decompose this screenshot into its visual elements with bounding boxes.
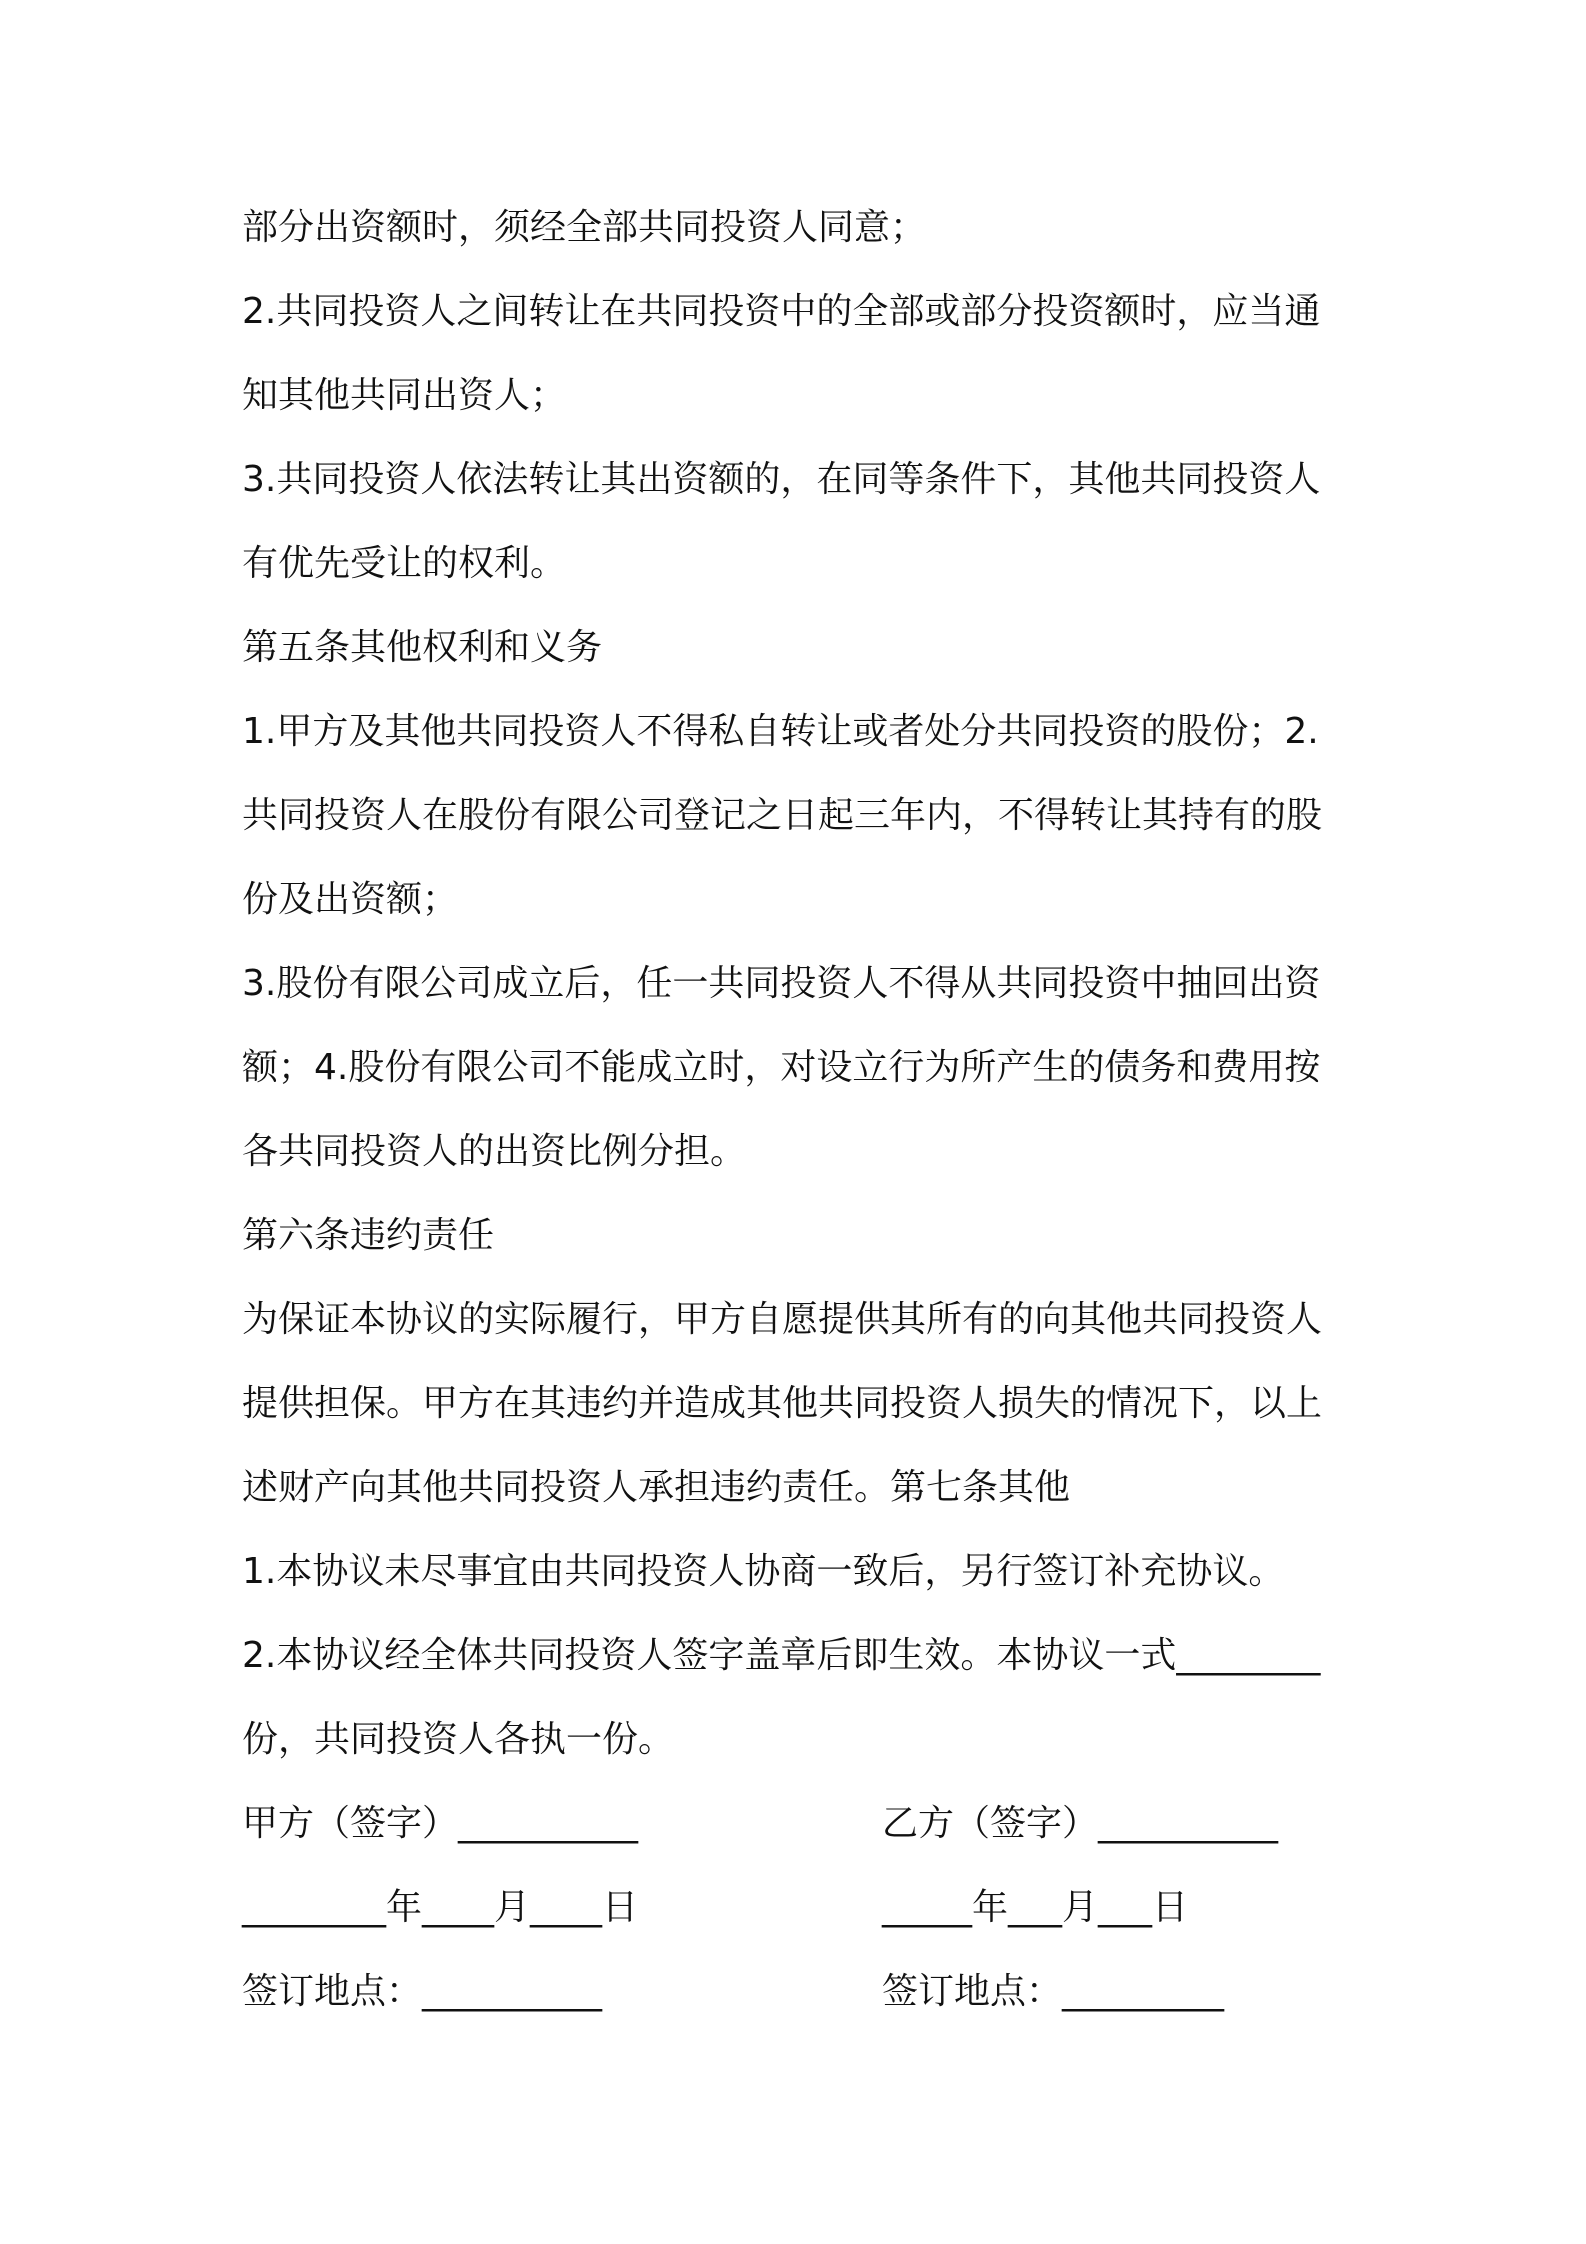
- party-a-date: ________年____月____日: [242, 1887, 638, 1928]
- party-b-signature: 乙方（签字）__________: [882, 1803, 1279, 1844]
- party-a-signature: 甲方（签字）__________: [242, 1803, 639, 1844]
- section-heading-article-6: 第六条违约责任: [242, 1215, 495, 1256]
- paragraph-line-18: 2.本协议经全体共同投资人签字盖章后即生效。本协议一式________: [242, 1635, 1321, 1676]
- paragraph-line-17: 1.本协议未尽事宜由共同投资人协商一致后，另行签订补充协议。: [242, 1551, 1285, 1592]
- paragraph-line-11: 额；4.股份有限公司不能成立时，对设立行为所产生的债务和费用按: [242, 1047, 1321, 1088]
- paragraph-line-2: 2.共同投资人之间转让在共同投资中的全部或部分投资额时，应当通: [242, 291, 1321, 332]
- paragraph-line-1: 部分出资额时，须经全部共同投资人同意；: [242, 207, 927, 248]
- paragraph-line-19: 份，共同投资人各执一份。: [242, 1719, 675, 1760]
- paragraph-line-7: 1.甲方及其他共同投资人不得私自转让或者处分共同投资的股份；2.: [242, 711, 1319, 752]
- party-b-signing-place: 签订地点：_________: [882, 1971, 1225, 2012]
- party-a-signing-place: 签订地点：__________: [242, 1971, 603, 2012]
- paragraph-line-10: 3.股份有限公司成立后，任一共同投资人不得从共同投资中抽回出资: [242, 963, 1321, 1004]
- paragraph-line-4: 3.共同投资人依法转让其出资额的，在同等条件下，其他共同投资人: [242, 459, 1321, 500]
- section-heading-article-5: 第五条其他权利和义务: [242, 627, 603, 668]
- party-b-date: _____年___月___日: [882, 1887, 1189, 1928]
- paragraph-line-3: 知其他共同出资人；: [242, 375, 567, 416]
- paragraph-line-14: 为保证本协议的实际履行，甲方自愿提供其所有的向其他共同投资人: [242, 1299, 1323, 1340]
- paragraph-line-15: 提供担保。甲方在其违约并造成其他共同投资人损失的情况下，以上: [242, 1383, 1323, 1424]
- paragraph-line-12: 各共同投资人的出资比例分担。: [242, 1131, 747, 1172]
- paragraph-line-16: 述财产向其他共同投资人承担违约责任。第七条其他: [242, 1467, 1071, 1508]
- paragraph-line-8: 共同投资人在股份有限公司登记之日起三年内，不得转让其持有的股: [242, 795, 1323, 836]
- paragraph-line-5: 有优先受让的权利。: [242, 543, 567, 584]
- paragraph-line-9: 份及出资额；: [242, 879, 459, 920]
